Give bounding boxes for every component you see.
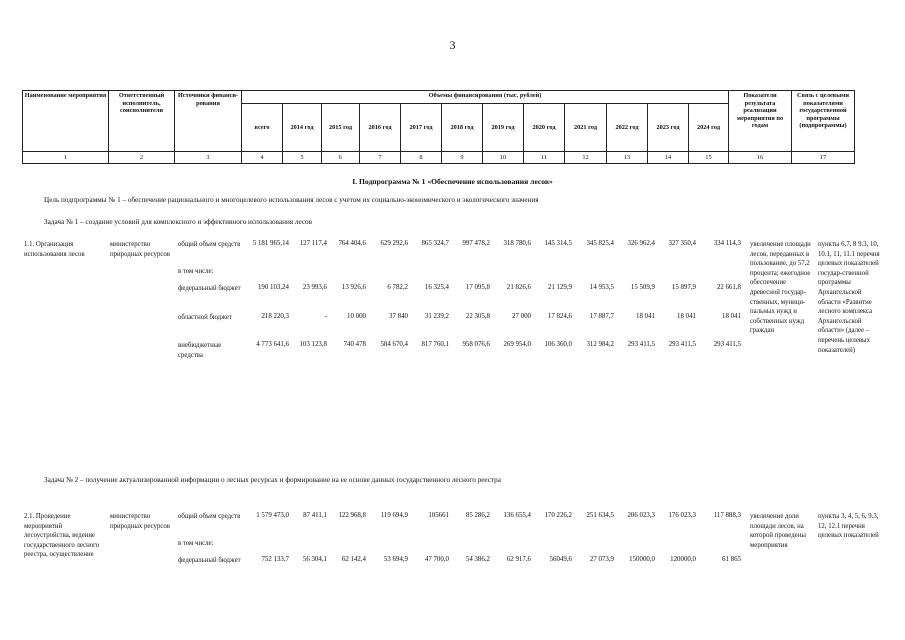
column-number: 9 [442, 152, 483, 164]
column-number: 16 [729, 152, 792, 164]
header-year: 2016 год [360, 104, 401, 152]
amount-cell: 105661 [428, 512, 449, 519]
amount-cell: 293 411,5 [713, 341, 741, 348]
amount-cell: 103 123,8 [299, 341, 327, 348]
amount-cell: 10 000 [347, 313, 366, 320]
column-number: 7 [360, 152, 401, 164]
task-2-text: Задача № 2 – получение актуализированной информации о лесных ресурсах и формирование на ее основе данных государственного лесного реестра [44, 476, 501, 484]
amount-cell: 119 694,9 [380, 512, 408, 519]
amount-cell: 293 411,5 [627, 341, 655, 348]
amount-cell: 293 411,5 [668, 341, 696, 348]
header-col-exec: Ответственный исполнитель, соисполнители [109, 91, 175, 152]
amount-cell: 22 661,8 [716, 284, 741, 291]
header-col-link: Связь с целевыми показателями государственной программы (подпрограммы) [792, 91, 855, 152]
measure-1-source-federal: федеральный бюджет [178, 285, 241, 292]
measure-2-executor: министерство природных ресурсов [110, 513, 170, 530]
amount-cell: 18 041 [636, 313, 655, 320]
column-number: 17 [792, 152, 855, 164]
measure-1-source-total: общий объем средств [178, 241, 241, 248]
amount-cell: 327 350,4 [668, 240, 696, 247]
measure-2-source-federal: федеральный бюджет [178, 557, 241, 564]
amount-cell: 106 360,0 [544, 341, 572, 348]
amount-cell: 326 962,4 [627, 240, 655, 247]
column-number: 1 [23, 152, 109, 164]
amount-cell: 127 117,4 [299, 240, 327, 247]
header-year: 2019 год [483, 104, 524, 152]
amount-cell: 27 000 [512, 313, 531, 320]
amount-cell: - [324, 313, 327, 320]
amount-cell: 15 897,9 [671, 284, 696, 291]
column-number: 14 [648, 152, 689, 164]
column-number: 3 [175, 152, 242, 164]
amount-cell: 997 478,2 [462, 240, 490, 247]
amount-cell: 31 239,2 [424, 313, 449, 320]
amount-cell: 17 824,6 [547, 313, 572, 320]
measure-1-including: в том числе: [178, 268, 214, 275]
header-year: 2017 год [401, 104, 442, 152]
header-col-source: Источники финанси-рования [175, 91, 242, 152]
amount-cell: 318 780,6 [503, 240, 531, 247]
amount-cell: 122 968,8 [338, 512, 366, 519]
amount-cell: 21 129,9 [547, 284, 572, 291]
amount-cell: 1 579 473,0 [256, 512, 289, 519]
amount-cell: 62 142,4 [341, 556, 366, 563]
header-funding-group: Объемы финансирования (тыс. рублей) [242, 91, 729, 104]
amount-cell: 218 220,3 [261, 313, 289, 320]
amount-cell: 18 041 [677, 313, 696, 320]
amount-cell: 584 670,4 [380, 341, 408, 348]
goal-text: Цель подпрограммы № 1 – обеспечение рационального и многоцелевого использования лесов с учетом их социально-экономического и экологического значения [44, 196, 539, 204]
column-number: 8 [401, 152, 442, 164]
column-number: 15 [689, 152, 729, 164]
amount-cell: 251 634,5 [586, 512, 614, 519]
measure-1-source-regional: областной бюджет [178, 314, 232, 321]
amount-cell: 14 953,5 [589, 284, 614, 291]
amount-cell: 47 700,0 [424, 556, 449, 563]
amount-cell: 17 095,8 [465, 284, 490, 291]
header-year: 2022 год [607, 104, 648, 152]
amount-cell: 345 825,4 [586, 240, 614, 247]
measure-1-link: пункты 6,7, 8 9.3, 10, 10.1, 11, 11.1 перечня целевых показателей государ-ственной программы Архангельской области «Развитие лесного комплекса Архангельской области» (далее – перечень целевых показателей) [818, 241, 880, 354]
header-year: 2021 год [565, 104, 607, 152]
header-year: 2015 год [322, 104, 360, 152]
amount-cell: 120000,0 [670, 556, 696, 563]
amount-cell: 764 404,6 [338, 240, 366, 247]
header-year: 2024 год [689, 104, 729, 152]
amount-cell: 752 133,7 [261, 556, 289, 563]
amount-cell: 629 292,6 [380, 240, 408, 247]
amount-cell: 334 114,3 [713, 240, 741, 247]
amount-cell: 54 386,2 [465, 556, 490, 563]
amount-cell: 62 917,6 [506, 556, 531, 563]
header-table [22, 90, 855, 164]
amount-cell: 817 760,1 [421, 341, 449, 348]
amount-cell: 18 041 [722, 313, 741, 320]
header-col-result: Показатели результата реализации мероприятия по годам [729, 91, 792, 152]
column-number: 4 [242, 152, 283, 164]
measure-2-link: пункты 3, 4, 5, 6, 9.3, 12, 12.1 перечня целевых показателей [818, 513, 879, 540]
amount-cell: 17 887,7 [589, 313, 614, 320]
amount-cell: 21 826,6 [506, 284, 531, 291]
column-number: 12 [565, 152, 607, 164]
amount-cell: 206 023,3 [627, 512, 655, 519]
amount-cell: 269 954,0 [503, 341, 531, 348]
header-total: всего [242, 104, 283, 152]
measure-2-source-total: общий объем средств [178, 513, 241, 520]
header-year: 2018 год [442, 104, 483, 152]
header-year: 2023 год [648, 104, 689, 152]
amount-cell: 865 324,7 [421, 240, 449, 247]
amount-cell: 37 840 [389, 313, 408, 320]
amount-cell: 23 993,6 [302, 284, 327, 291]
measure-2-including: в том числе: [178, 540, 214, 547]
measure-1-result: увеличение площади лесов, переданных в пользование, до 57,2 процента; ежегодное обеспечение древесной государ-ственных, муници-пальных нужд и собственных нужд граждан [750, 241, 811, 335]
amount-cell: 136 655,4 [503, 512, 531, 519]
column-number: 6 [322, 152, 360, 164]
measure-1-source-extrabudget: внебюджетные средства [178, 342, 222, 359]
amount-cell: 27 073,9 [589, 556, 614, 563]
measure-2-name: 2.1. Проведение мероприятий лесоустройства, ведение государственного лесного реестра, осуществление [24, 513, 100, 559]
amount-cell: 85 286,2 [465, 512, 490, 519]
amount-cell: 53 694,9 [383, 556, 408, 563]
section-title: I. Подпрограмма № 1 «Обеспечение использования лесов» [352, 177, 553, 186]
page-number: 3 [449, 38, 456, 52]
amount-cell: 5 181 965,14 [252, 240, 289, 247]
amount-cell: 15 509,9 [630, 284, 655, 291]
amount-cell: 56 304,1 [302, 556, 327, 563]
amount-cell: 958 076,6 [462, 341, 490, 348]
measure-2-result: увеличение доли площади лесов, на которой проведены мероприятия [750, 513, 806, 549]
amount-cell: 170 226,2 [544, 512, 572, 519]
amount-cell: 176 023,3 [668, 512, 696, 519]
amount-cell: 4 773 641,6 [256, 341, 289, 348]
header-year: 2020 год [524, 104, 565, 152]
column-number: 2 [109, 152, 175, 164]
header-year: 2014 год [283, 104, 322, 152]
header-col-name: Наименование мероприятия [23, 91, 109, 152]
amount-cell: 61 865 [722, 556, 741, 563]
amount-cell: 117 888,3 [713, 512, 741, 519]
amount-cell: 150000,0 [629, 556, 655, 563]
column-number: 5 [283, 152, 322, 164]
amount-cell: 16 325,4 [424, 284, 449, 291]
amount-cell: 56049,6 [549, 556, 572, 563]
amount-cell: 22 305,8 [465, 313, 490, 320]
amount-cell: 190 103,24 [257, 284, 289, 291]
column-number: 11 [524, 152, 565, 164]
column-number: 10 [483, 152, 524, 164]
amount-cell: 312 984,2 [586, 341, 614, 348]
amount-cell: 6 782,2 [387, 284, 408, 291]
measure-1-name: 1.1. Организация использования лесов [24, 241, 85, 258]
column-number: 13 [607, 152, 648, 164]
measure-1-executor: министерство природных ресурсов [110, 241, 170, 258]
amount-cell: 87 411,1 [303, 512, 327, 519]
amount-cell: 145 314,5 [544, 240, 572, 247]
task-1-text: Задача № 1 – создание условий для комплексного и эффективного использования лесов [44, 218, 313, 226]
amount-cell: 740 478 [343, 341, 366, 348]
amount-cell: 13 926,6 [341, 284, 366, 291]
